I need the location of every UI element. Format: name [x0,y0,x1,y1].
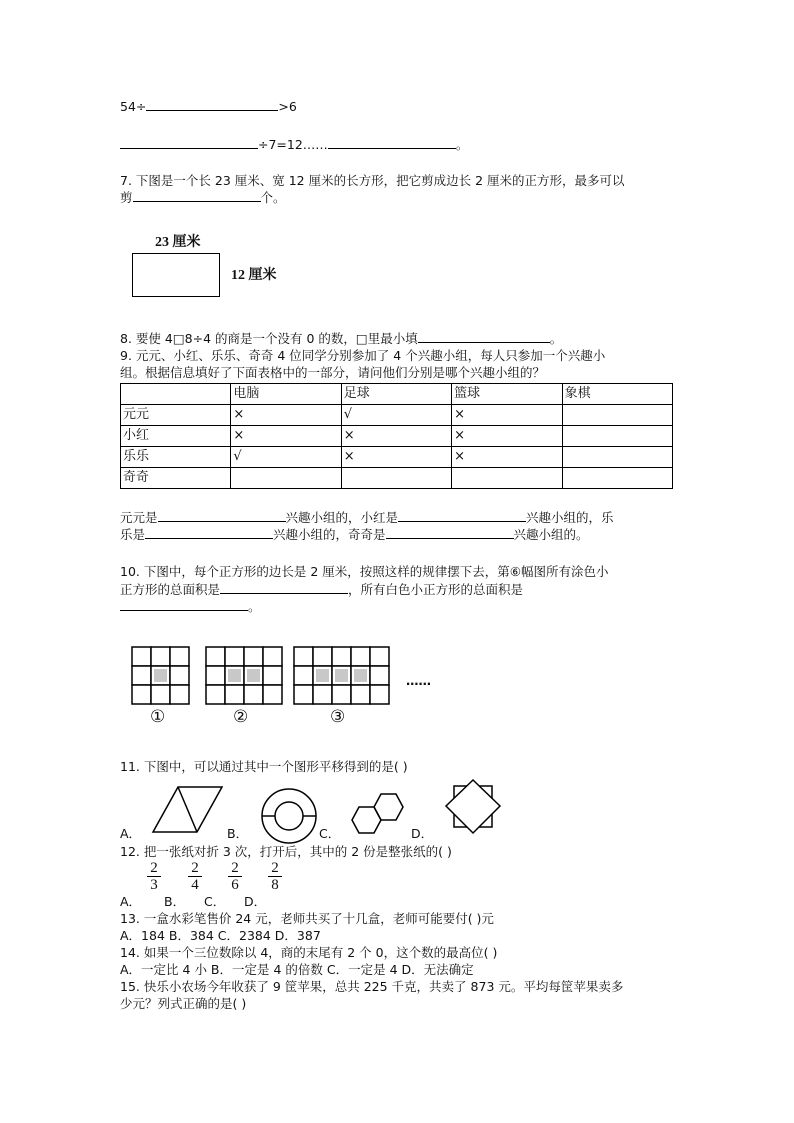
text: ，所有白色小正方形的总面积是 [348,582,524,597]
q14: 14. 如果一个三位数除以 4，商的末尾有 2 个 0，这个数的最高位( ) [120,945,498,960]
hexagons-shape [352,794,403,833]
cell: 奇奇 [121,468,231,489]
header-cell: 电脑 [231,384,341,405]
cell: 元元 [121,405,231,426]
text: 剪 [120,190,133,205]
cell: × [341,447,451,468]
text: 兴趣小组的，奇奇是 [273,527,386,542]
ellipsis: …… [406,673,431,688]
cell: × [231,426,341,447]
q13-options[interactable]: A．184 B．384 C．2384 D．387 [120,928,321,943]
denominator: 3 [150,877,158,893]
q12-option-b[interactable]: B． [164,894,186,909]
q7-line1: 7. 下图是一个长 23 厘米、宽 12 厘米的长方形，把它剪成边长 2 厘米的正方形，最多可以 [120,173,625,188]
denominator: 6 [231,877,239,893]
fraction [268,860,282,893]
cell: × [452,426,562,447]
cell: × [341,426,451,447]
text: 兴趣小组的，乐 [526,510,614,525]
q11-option-b[interactable]: B． [227,826,249,841]
q11-option-d[interactable]: D． [411,826,434,841]
cell: 小红 [121,426,231,447]
q15-line2: 少元？列式正确的是( ) [120,996,247,1011]
q12: 12. 把一张纸对折 3 次，打开后，其中的 2 份是整张纸的( ) [120,844,452,859]
fraction [188,860,202,893]
text: 。 [248,599,261,614]
q14-options[interactable]: A．一定比 4 小 B．一定是 4 的倍数 C．一定是 4 D．无法确定 [120,962,474,977]
q11: 11. 下图中，可以通过其中一个图形平移得到的是( ) [120,759,408,774]
text: 个。 [260,190,286,205]
q9-line2: 组。根据信息填好了下面表格中的一部分，请问他们分别是哪个兴趣小组的？ [120,365,546,380]
q9-line1: 9. 元元、小红、乐乐、奇奇 4 位同学分别参加了 4 个兴趣小组，每人只参加一个兴趣小 [120,348,606,363]
numerator: 2 [228,860,242,877]
text: 乐是 [120,527,146,542]
q11-option-c[interactable]: C． [319,826,341,841]
q12-option-a[interactable]: A． [120,894,142,909]
cell: × [452,405,562,426]
cell: × [452,447,562,468]
text: 。 [549,331,563,346]
denominator: 8 [271,877,279,893]
numerator: 2 [147,860,161,877]
q13: 13. 一盒水彩笔售价 24 元，老师共买了十几盒，老师可能要付( )元 [120,911,494,926]
text: >6 [278,99,297,114]
parallelogram-shape [153,787,222,832]
q10-line1: 10. 下图中，每个正方形的边长是 2 厘米，按照这样的规律摆下去，第⑥幅图所有涂色小 [120,564,609,579]
ring-shape [262,789,316,843]
cell: 乐乐 [121,447,231,468]
rect-height-label: 12 厘米 [231,268,277,283]
figure-label: ① [150,707,166,726]
fraction [228,860,242,893]
cell: √ [231,447,341,468]
denominator: 4 [191,877,199,893]
text: 8. 要使 4□8÷4 的商是一个没有 0 的数，□里最小填 [120,331,418,346]
rect-width-label: 23 厘米 [155,235,201,250]
text: 兴趣小组的。 [513,527,589,542]
overlapping-squares-shape [446,780,500,833]
header-cell: 象棋 [562,384,672,405]
cell: × [231,405,341,426]
figure-label: ② [233,707,249,726]
text: 正方形的总面积是 [120,582,221,597]
text: ÷7=12…… [258,137,328,152]
numerator: 2 [188,860,202,877]
figure-label: ③ [330,707,346,726]
q12-option-d[interactable]: D． [244,894,267,909]
text: 兴趣小组的，小红是 [285,510,399,525]
text: 。 [455,137,469,152]
text: 元元是 [120,510,158,525]
numerator: 2 [268,860,282,877]
header-cell: 篮球 [452,384,562,405]
cell: √ [341,405,451,426]
fraction [147,860,161,893]
q11-option-a[interactable]: A． [120,826,142,841]
q15-line1: 15. 快乐小农场今年收获了 9 筐苹果，总共 225 千克，共卖了 873 元。平均每筐苹果卖多 [120,979,624,994]
text: 54÷ [120,99,147,114]
header-cell: 足球 [341,384,451,405]
q12-option-c[interactable]: C． [204,894,226,909]
